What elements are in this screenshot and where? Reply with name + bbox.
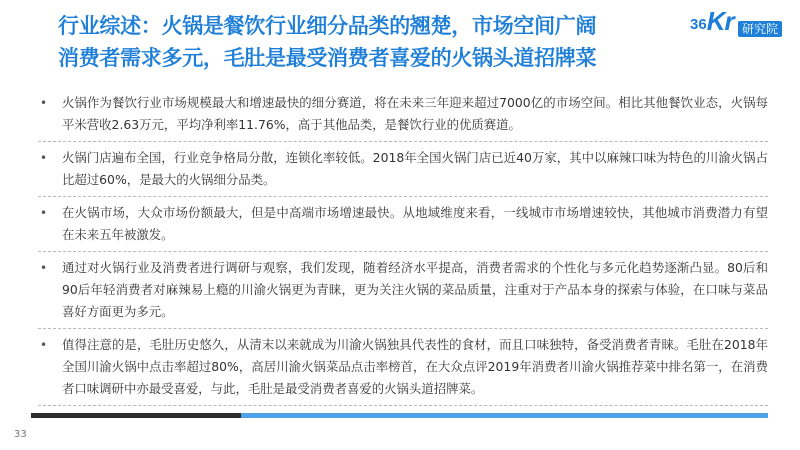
footer-divider-dark-segment (31, 413, 241, 418)
footer-divider (31, 413, 768, 418)
list-item-text: 火锅门店遍布全国，行业竞争格局分散，连锁化率较低。2018年全国火锅门店已近40万家，其中以麻辣口味为特色的川渝火锅占比超过60%，是最大的火锅细分品类。 (62, 150, 768, 187)
36kr-research-logo (690, 8, 790, 40)
page-title-line-2: 消费者需求多元，毛肚是最受消费者喜爱的火锅头道招牌菜 (58, 46, 597, 70)
bullet-icon: • (40, 151, 48, 165)
page-number: 33 (14, 429, 27, 440)
list-item-text: 值得注意的是，毛肚历史悠久，从清末以来就成为川渝火锅独具代表性的食材，而且口味独特，备受消费者青睐。毛肚在2018年全国川渝火锅中点击率超过80%，高居川渝火锅菜品点击率榜首，在大众点评2019年消费者川渝火锅推荐菜中排名第一，在消费者口味调研中亦最受喜爱，与此，毛肚是最受消费者喜爱的火锅头道招牌菜。 (62, 337, 768, 396)
list-item-text: 火锅作为餐饮行业市场规模最大和增速最快的细分赛道，将在未来三年迎来超过7000亿的市场空间。相比其他餐饮业态，火锅每平米营收2.63万元，平均净利率11.76%，高于其他品类，是餐饮行业的优质赛道。 (62, 95, 768, 132)
bullet-icon: • (40, 206, 48, 220)
bullet-icon: • (40, 261, 48, 275)
list-item (38, 92, 768, 142)
logo-kr-text: Kr (706, 6, 734, 36)
list-item (38, 197, 768, 252)
list-item (38, 329, 768, 406)
list-item (38, 142, 768, 197)
footer-divider-blue-segment (241, 413, 768, 418)
page-title-line-1: 行业综述：火锅是餐饮行业细分品类的翘楚，市场空间广阔 (58, 14, 597, 38)
list-item-text: 在火锅市场，大众市场份额最大，但是中高端市场增速最快。从地域维度来看，一线城市市场增速较快，其他城市消费潜力有望在未来五年被激发。 (62, 205, 768, 242)
page-title (58, 10, 698, 74)
list-item (38, 252, 768, 329)
bullet-icon: • (40, 338, 48, 352)
summary-list (38, 92, 768, 406)
bullet-icon: • (40, 96, 48, 110)
list-item-text: 通过对火锅行业及消费者进行调研与观察，我们发现，随着经济水平提高，消费者需求的个性化与多元化趋势逐渐凸显。80后和90后年轻消费者对麻辣易上瘾的川渝火锅更为青睐，更为关注火锅的菜品质量，注重对于产品本身的探索与体验，在口味与菜品喜好方面更为多元。 (62, 260, 768, 319)
logo-badge: 研究院 (738, 21, 782, 37)
logo-36-text: 36 (690, 16, 707, 33)
logo-mark (690, 8, 734, 34)
